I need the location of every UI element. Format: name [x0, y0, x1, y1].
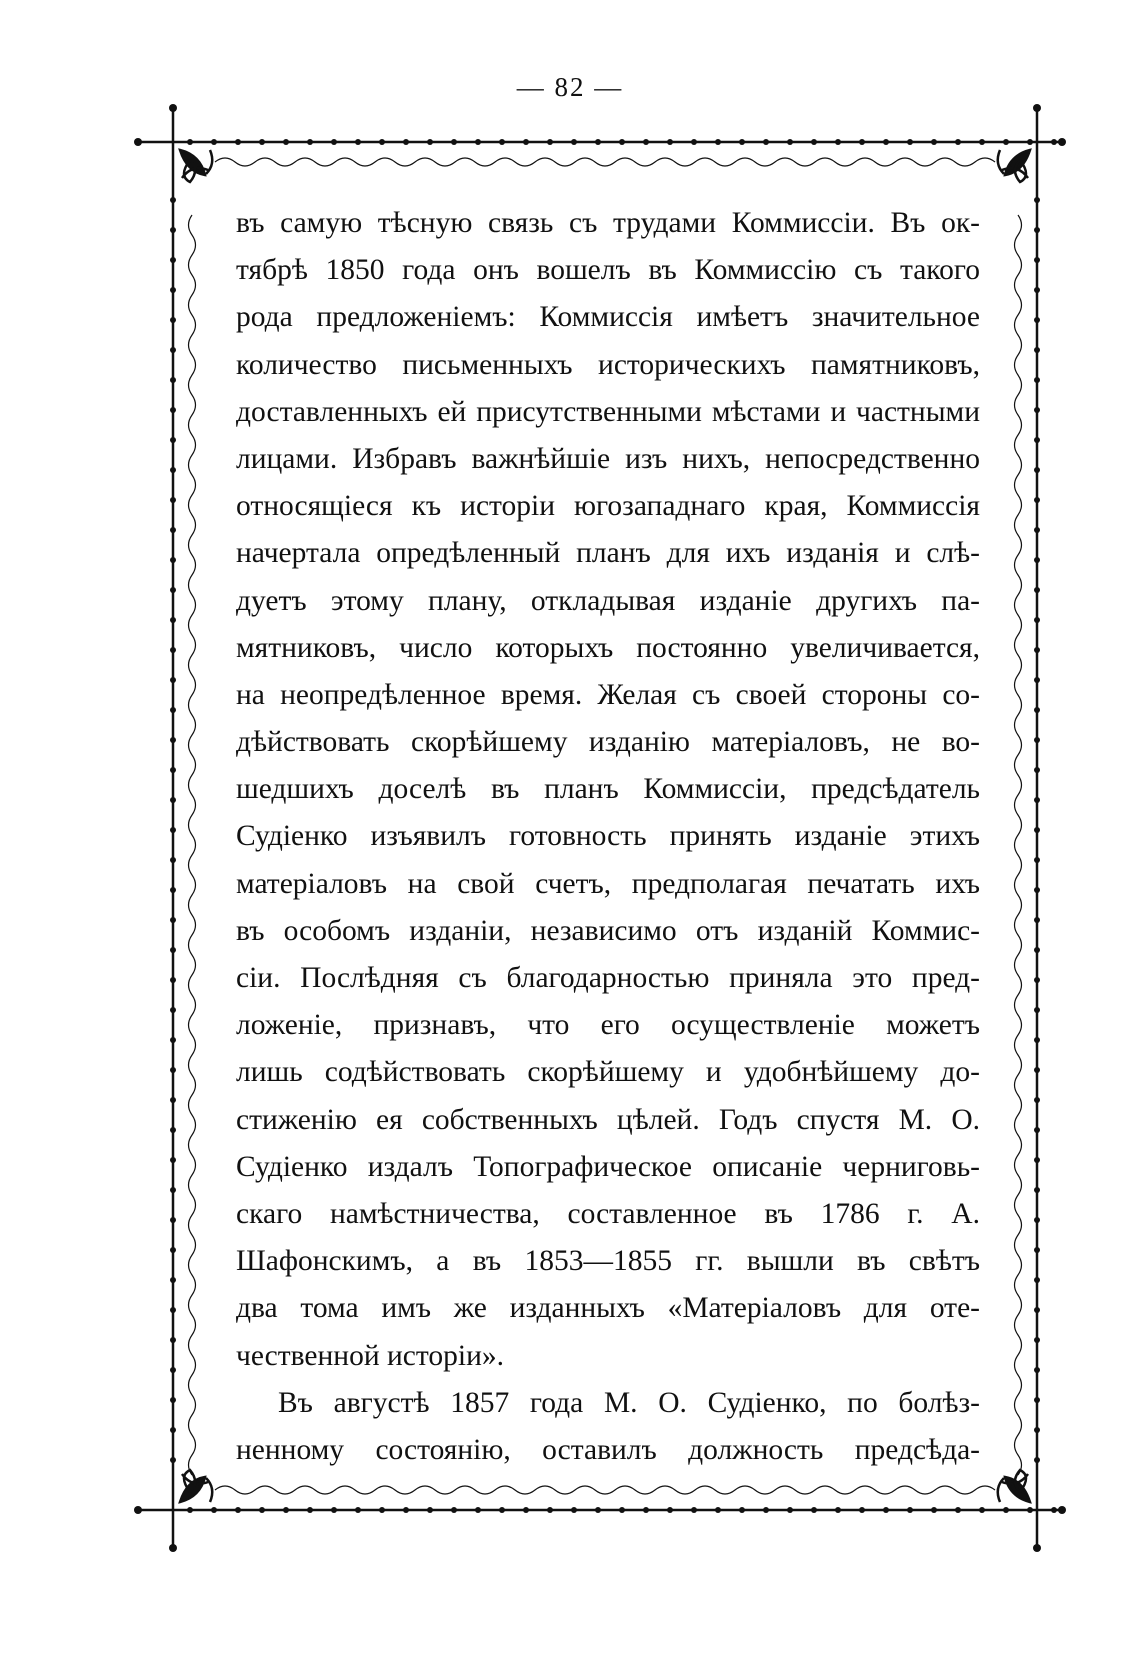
- text-line: дуетъ этому плану, откладывая изданіе другихъ па-: [236, 584, 980, 617]
- text-line: ненному состоянію, оставилъ должность предсѣда-: [236, 1433, 980, 1466]
- text-line: Шафонскимъ, а въ 1853—1855 гг. вышли въ свѣтъ: [236, 1245, 980, 1278]
- text-line: ложеніе, признавъ, что его осуществленіе можетъ: [236, 1009, 980, 1042]
- text-line: шедшихъ доселѣ въ планъ Коммиссіи, предсѣдатель: [236, 773, 980, 806]
- text-line: Въ августѣ 1857 года М. О. Судіенко, по болѣз-: [278, 1386, 980, 1419]
- text-line: Судіенко изъявилъ готовность принять изданіе этихъ: [236, 820, 980, 853]
- text-line: стиженію ея собственныхъ цѣлей. Годъ спустя М. О.: [236, 1103, 980, 1136]
- text-line: начертала опредѣленный планъ для ихъ изданія и слѣ-: [236, 537, 980, 570]
- text-line: въ самую тѣсную связь съ трудами Коммиссіи. Въ ок-: [236, 207, 980, 239]
- text-line: на неопредѣленное время. Желая съ своей стороны со-: [236, 678, 980, 711]
- text-line: чественной исторіи».: [236, 1339, 504, 1372]
- body-text: [236, 200, 980, 1474]
- text-line: количество письменныхъ историческихъ памятниковъ,: [236, 348, 980, 381]
- text-line: тябрѣ 1850 года онъ вошелъ въ Коммиссію съ такого: [236, 254, 980, 287]
- text-line: Судіенко издалъ Топографическое описаніе черниговь-: [236, 1150, 980, 1183]
- text-line: относящіеся къ исторіи югозападнаго края, Коммиссія: [236, 490, 980, 523]
- text-line: доставленныхъ ей присутственными мѣстами и частными: [236, 395, 980, 428]
- text-line: дѣйствовать скорѣйшему изданію матеріаловъ, не во-: [236, 726, 980, 759]
- text-line: въ особомъ изданіи, независимо отъ изданій Коммис-: [236, 914, 980, 947]
- text-line: лицами. Избравъ важнѣйшіе изъ нихъ, непосредственно: [236, 442, 980, 475]
- text-line: рода предложеніемъ: Коммиссія имѣетъ значительное: [236, 301, 980, 334]
- text-line: матеріаловъ на свой счетъ, предполагая печатать ихъ: [236, 867, 980, 900]
- text-line: лишь содѣйствовать скорѣйшему и удобнѣйшему до-: [236, 1056, 980, 1089]
- text-line: сіи. Послѣдняя съ благодарностью приняла это пред-: [236, 962, 980, 994]
- text-line: мятниковъ, число которыхъ постоянно увеличивается,: [236, 631, 980, 664]
- page-number: — 82 —: [516, 72, 624, 102]
- text-line: скаго намѣстничества, составленное въ 1786 г. А.: [236, 1197, 980, 1230]
- text-line: два тома имъ же изданныхъ «Матеріаловъ для оте-: [236, 1292, 980, 1325]
